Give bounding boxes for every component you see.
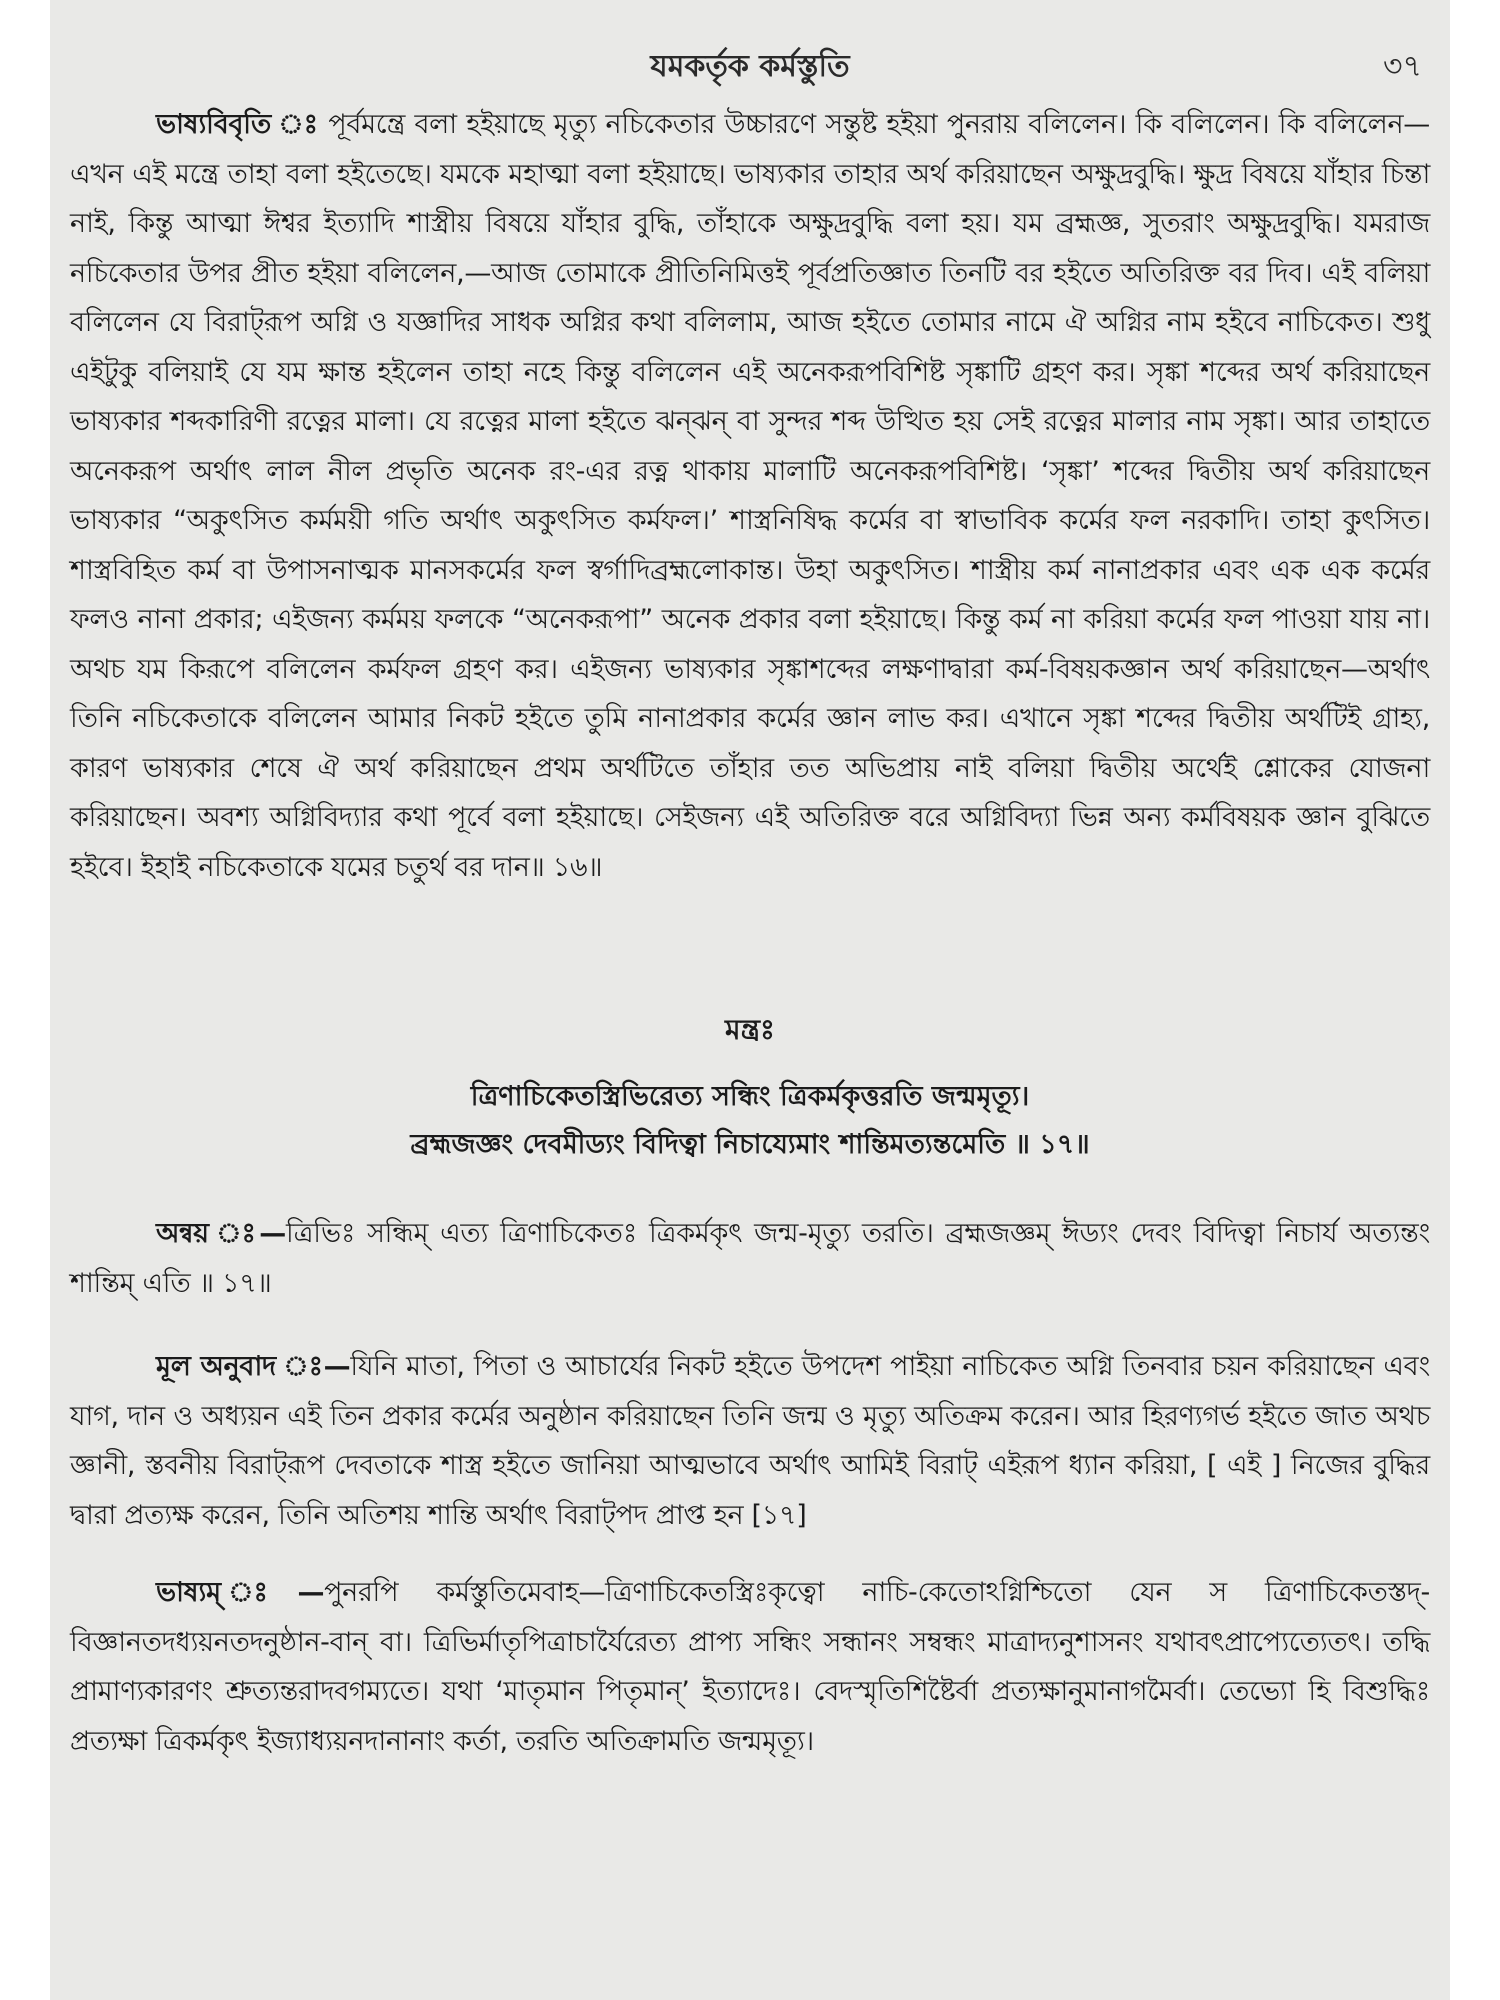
anvaya-text: ত্রিভিঃ সন্ধিম্‌ এত্য ত্রিণাচিকেতঃ ত্রিকর্মকৃৎ জন্ম-মৃত্যু তরতি। ব্রহ্মজজ্ঞম্‌ ঈড্যং দেবং বিদিত্বা নিচার্য অত্যন্তং শান্তিম্‌ এতি ॥ ১৭॥ (70, 1218, 1430, 1299)
book-page (50, 0, 1450, 2000)
page-number: ৩৭ (1382, 49, 1422, 84)
mantra-line-1: ত্রিণাচিকেতস্ত্রিভিরেত্য সন্ধিং ত্রিকর্মকৃত্তরতি জন্মমৃত্যূ। (470, 1081, 1030, 1112)
mantra-line-2: ব্রহ্মজজ্ঞং দেবমীড্যং বিদিত্বা নিচায্যেমাং শান্তিমত্যন্তমেতি ॥ ১৭॥ (410, 1129, 1090, 1160)
mul-anubad-paragraph (70, 1342, 1430, 1540)
mul-anubad-text: যিনি মাতা, পিতা ও আচার্যের নিকট হইতে উপদেশ পাইয়া নাচিকেত অগ্নি তিনবার চয়ন করিয়াছেন এবং যাগ, দান ও অধ্যয়ন এই তিন প্রকার কর্মের অনুষ্ঠান করিয়াছেন তিনি জন্ম ও মৃত্যু অতিক্রম করেন। আর হিরণ্যগর্ভ হইতে জাত অথচ জ্ঞানী, স্তবনীয় বিরাট্‌রূপ দেবতাকে শাস্ত্র হইতে জানিয়া আত্মভাবে অর্থাৎ আমিই বিরাট্‌ এইরূপ ধ্যান করিয়া, [ এই ] নিজের বুদ্ধির দ্বারা প্রত্যক্ষ করেন, তিনি অতিশয় শান্তি অর্থাৎ বিরাট্‌পদ প্রাপ্ত হন [১৭] (70, 1351, 1430, 1531)
anvaya-lead: অন্বয় ঃ— (156, 1218, 286, 1249)
bhashyam-lead: ভাষ্যম্‌ ঃ— (156, 1577, 325, 1608)
bhashya-bibriti-lead: ভাষ্যবিবৃতি ঃ (156, 109, 319, 140)
running-head: যমকর্তৃক কর্মস্তুতি (650, 49, 850, 84)
mantra-heading: মন্ত্রঃ (725, 1013, 775, 1046)
mantra-verse (70, 1073, 1430, 1169)
bhashya-bibriti-paragraph (70, 100, 1430, 892)
bhashyam-paragraph (70, 1568, 1430, 1766)
bhashya-bibriti-text: পূর্বমন্ত্রে বলা হইয়াছে মৃত্যু নচিকেতার উচ্চারণে সন্তুষ্ট হইয়া পুনরায় বলিলেন। কি বলিলেন। কি বলিলেন—এখন এই মন্ত্রে তাহা বলা হইতেছে। যমকে মহাত্মা বলা হইয়াছে। ভাষ্যকার তাহার অর্থ করিয়াছেন অক্ষুদ্রবুদ্ধি। ক্ষুদ্র বিষয়ে যাঁহার চিন্তা নাই, কিন্তু আত্মা ঈশ্বর ইত্যাদি শাস্ত্রীয় বিষয়ে যাঁহার বুদ্ধি, তাঁহাকে অক্ষুদ্রবুদ্ধি বলা হয়। যম ব্রহ্মজ্ঞ, সুতরাং অক্ষুদ্রবুদ্ধি। যমরাজ নচিকেতার উপর প্রীত হইয়া বলিলেন,—আজ তোমাকে প্রীতিনিমিত্তই পূর্বপ্রতিজ্ঞাত তিনটি বর হইতে অতিরিক্ত বর দিব। এই বলিয়া বলিলেন যে বিরাট্‌রূপ অগ্নি ও যজ্ঞাদির সাধক অগ্নির কথা বলিলাম, আজ হইতে তোমার নামে ঐ অগ্নির নাম হইবে নাচিকেত। শুধু এইটুকু বলিয়াই যে যম ক্ষান্ত হইলেন তাহা নহে কিন্তু বলিলেন এই অনেকরূপবিশিষ্ট সৃঙ্কাটি গ্রহণ কর। সৃঙ্কা শব্দের অর্থ করিয়াছেন ভাষ্যকার শব্দকারিণী রত্নের মালা। যে রত্নের মালা হইতে ঝন্‌ঝন্‌ বা সুন্দর শব্দ উত্থিত হয় সেই রত্নের মালার নাম সৃঙ্কা। আর তাহাতে অনেকরূপ অর্থাৎ লাল নীল প্রভৃতি অনেক রং-এর রত্ন থাকায় মালাটি অনেকরূপবিশিষ্ট। ‘সৃঙ্কা’ শব্দের দ্বিতীয় অর্থ করিয়াছেন ভাষ্যকার “অকুৎসিত কর্মময়ী গতি অর্থাৎ অকুৎসিত কর্মফল।’ শাস্ত্রনিষিদ্ধ কর্মের বা স্বাভাবিক কর্মের ফল নরকাদি। তাহা কুৎসিত। শাস্ত্রবিহিত কর্ম বা উপাসনাত্মক মানসকর্মের ফল স্বর্গাদিব্রহ্মলোকান্ত। উহা অকুৎসিত। শাস্ত্রীয় কর্ম নানাপ্রকার এবং এক এক কর্মের ফলও নানা প্রকার; এইজন্য কর্মময় ফলকে “অনেকরূপা” অনেক প্রকার বলা হইয়াছে। কিন্তু কর্ম না করিয়া কর্মের ফল পাওয়া যায় না। অথচ যম কিরূপে বলিলেন কর্মফল গ্রহণ কর। এইজন্য ভাষ্যকার সৃঙ্কাশব্দের লক্ষণাদ্বারা কর্ম-বিষয়কজ্ঞান অর্থ করিয়াছেন—অর্থাৎ তিনি নচিকেতাকে বলিলেন আমার নিকট হইতে তুমি নানাপ্রকার কর্মের জ্ঞান লাভ কর। এখানে সৃঙ্কা শব্দের দ্বিতীয় অর্থটিই গ্রাহ্য, কারণ ভাষ্যকার শেষে ঐ অর্থ করিয়াছেন প্রথম অর্থটিতে তাঁহার তত অভিপ্রায় নাই বলিয়া দ্বিতীয় অর্থেই শ্লোকের যোজনা করিয়াছেন। অবশ্য অগ্নিবিদ্যার কথা পূর্বে বলা হইয়াছে। সেইজন্য এই অতিরিক্ত বরে অগ্নিবিদ্যা ভিন্ন অন্য কর্মবিষয়ক জ্ঞান বুঝিতে হইবে। ইহাই নচিকেতাকে যমের চতুর্থ বর দান॥ ১৬॥ (70, 109, 1430, 883)
page-header (70, 24, 1430, 82)
mul-anubad-lead: মূল অনুবাদ ঃ— (156, 1351, 351, 1382)
bhashyam-text: পুনরপি কর্মস্তুতিমেবাহ—ত্রিণাচিকেতস্ত্রিঃকৃত্বো নাচি-কেতোঽগ্নিশ্চিতো যেন স ত্রিণাচিকেতস্তদ্‌-বিজ্ঞানতদধ্যয়নতদনুষ্ঠান-বান্‌ বা। ত্রিভির্মাতৃপিত্রাচার্যৈরেত্য প্রাপ্য সন্ধিং সন্ধানং সম্বন্ধং মাত্রাদ্যনুশাসনং যথাবৎপ্রাপ্যেত্যেতৎ। তদ্ধি প্রামাণ্যকারণং শ্রুত্যন্তরাদবগম্যতে। যথা ‘মাতৃমান পিতৃমান্‌’ ইত্যাদেঃ। বেদস্মৃতিশিষ্টৈর্বা প্রত্যক্ষানুমানাগমৈর্বা। তেভ্যো হি বিশুদ্ধিঃ প্রত্যক্ষা ত্রিকর্মকৃৎ ইজ্যাধ্যয়নদানানাং কর্তা, তরতি অতিক্রামতি জন্মমৃত্যূ। (70, 1577, 1431, 1757)
anvaya-paragraph (70, 1209, 1430, 1308)
